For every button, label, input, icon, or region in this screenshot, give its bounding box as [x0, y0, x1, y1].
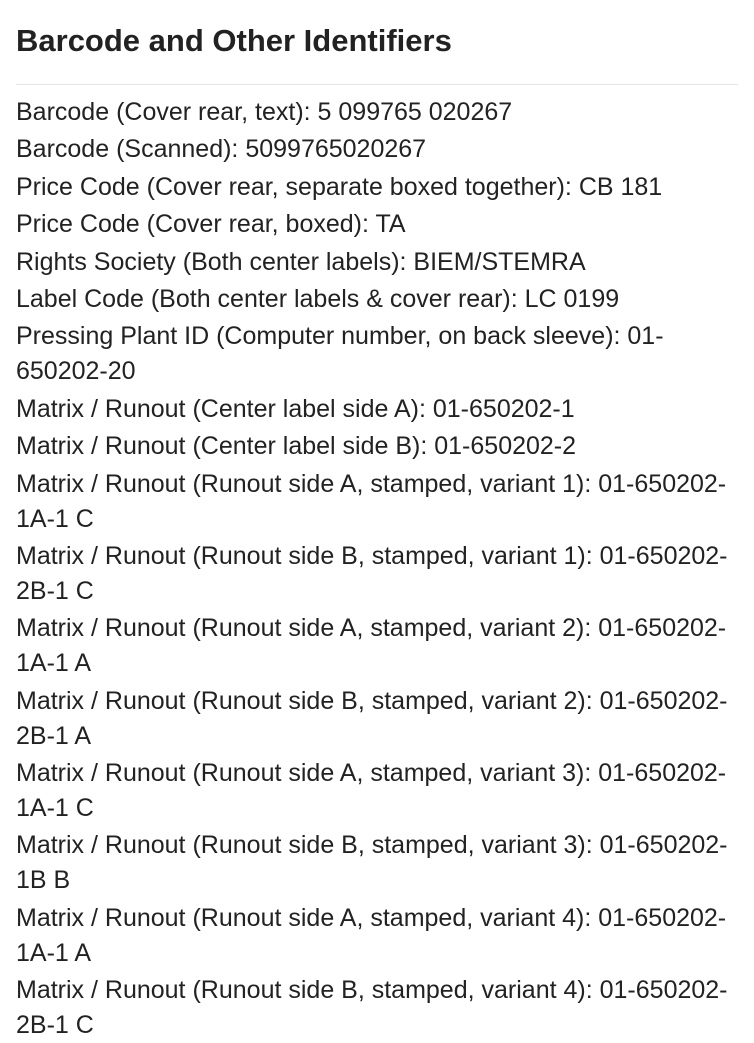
identifier-item: Barcode (Cover rear, text): 5 099765 020267	[16, 98, 513, 126]
identifier-type: Price Code	[16, 210, 140, 239]
identifier-description: Both center labels & cover rear	[159, 284, 503, 313]
identifier-description: Runout side B, stamped, variant 4	[200, 976, 578, 1005]
identifier-value: TA	[375, 210, 406, 239]
identifier-type: Matrix / Runout	[16, 394, 186, 423]
identifier-value: LC 0199	[524, 284, 620, 313]
identifier-type: Matrix / Runout	[16, 831, 186, 860]
identifier-value: 01-650202-1A-1 A	[16, 903, 727, 967]
identifier-description: Cover rear, boxed	[154, 210, 354, 239]
identifier-item: Matrix / Runout (Runout side A, stamped, variant 2): 01-650202-1A-1 A	[16, 614, 727, 678]
identifier-type: Matrix / Runout	[16, 976, 186, 1005]
identifier-item: Matrix / Runout (Center label side B): 01-650202-2	[16, 432, 577, 461]
identifier-value: 01-650202-2B-1 C	[16, 541, 728, 605]
identifier-value: 01-650202-1A-1 A	[16, 614, 727, 678]
identifier-item: Label Code (Both center labels & cover rear): LC 0199	[16, 284, 620, 313]
identifier-list	[16, 85, 738, 1043]
identifier-item: Matrix / Runout (Runout side B, stamped, variant 4): 01-650202-2B-1 C	[16, 976, 728, 1040]
identifier-value: 01-650202-1	[432, 394, 575, 423]
identifier-description: Cover rear, text	[124, 98, 296, 126]
identifier-type: Price Code	[16, 172, 140, 201]
identifier-type: Matrix / Runout	[16, 614, 186, 643]
identifier-item: Matrix / Runout (Runout side B, stamped, variant 2): 01-650202-2B-1 A	[16, 686, 728, 750]
identifier-item: Matrix / Runout (Runout side A, stamped, variant 4): 01-650202-1A-1 A	[16, 903, 727, 967]
identifier-type: Matrix / Runout	[16, 686, 186, 715]
identifier-item: Matrix / Runout (Center label side A): 01-650202-1	[16, 394, 575, 423]
identifier-value: 01-650202-1A-1 C	[16, 469, 727, 533]
identifier-description: Runout side A, stamped, variant 1	[200, 469, 577, 498]
identifier-type: Barcode	[16, 98, 110, 126]
identifier-value: 01-650202-2B-1 A	[16, 686, 728, 750]
identifier-type: Barcode	[16, 135, 110, 164]
identifier-item: Matrix / Runout (Runout side A, stamped, variant 1): 01-650202-1A-1 C	[16, 469, 727, 533]
identifier-description: Computer number, on back sleeve	[224, 322, 606, 351]
identifier-type: Matrix / Runout	[16, 759, 186, 788]
identifier-description: Cover rear, separate boxed together	[154, 172, 557, 201]
identifier-value: BIEM/STEMRA	[413, 247, 586, 276]
identifier-item: Price Code (Cover rear, separate boxed together): CB 181	[16, 172, 663, 201]
identifier-value: 5099765020267	[245, 135, 427, 164]
identifier-type: Label Code	[16, 284, 144, 313]
identifier-description: Runout side B, stamped, variant 2	[200, 686, 578, 715]
identifier-description: Center label side A	[200, 394, 411, 423]
identifier-type: Matrix / Runout	[16, 469, 186, 498]
identifier-description: Runout side A, stamped, variant 2	[200, 614, 577, 643]
identifier-type: Matrix / Runout	[16, 541, 186, 570]
identifier-value: 01-650202-2	[434, 432, 577, 461]
identifier-item: Price Code (Cover rear, boxed): TA	[16, 210, 406, 239]
identifier-type: Matrix / Runout	[16, 432, 186, 461]
identifier-value: 5 099765 020267	[317, 98, 513, 126]
identifier-value: 01-650202-1A-1 C	[16, 759, 727, 823]
identifier-type: Matrix / Runout	[16, 903, 186, 932]
identifier-value: CB 181	[578, 172, 663, 201]
identifier-description: Runout side B, stamped, variant 3	[200, 831, 578, 860]
identifier-description: Center label side B	[200, 432, 413, 461]
identifier-description: Runout side A, stamped, variant 4	[200, 903, 577, 932]
identifier-type: Pressing Plant ID	[16, 322, 210, 351]
identifier-value: 01-650202-20	[16, 322, 664, 386]
identifier-item: Barcode (Scanned): 5099765020267	[16, 135, 427, 164]
identifier-item: Rights Society (Both center labels): BIEM/STEMRA	[16, 247, 586, 276]
identifier-description: Scanned	[124, 135, 224, 164]
identifier-description: Runout side B, stamped, variant 1	[200, 541, 578, 570]
identifier-value: 01-650202-2B-1 C	[16, 976, 728, 1040]
identifier-item: Matrix / Runout (Runout side B, stamped, variant 1): 01-650202-2B-1 C	[16, 541, 728, 605]
identifier-item: Matrix / Runout (Runout side A, stamped, variant 3): 01-650202-1A-1 C	[16, 759, 727, 823]
identifier-description: Both center labels	[191, 247, 392, 276]
identifier-item: Matrix / Runout (Runout side B, stamped, variant 3): 01-650202-1B B	[16, 831, 728, 895]
identifier-item: Pressing Plant ID (Computer number, on back sleeve): 01-650202-20	[16, 322, 664, 386]
identifier-type: Rights Society	[16, 247, 176, 276]
identifier-description: Runout side A, stamped, variant 3	[200, 759, 577, 788]
identifier-value: 01-650202-1B B	[16, 831, 728, 895]
section-title: Barcode and Other Identifiers	[16, 23, 452, 58]
